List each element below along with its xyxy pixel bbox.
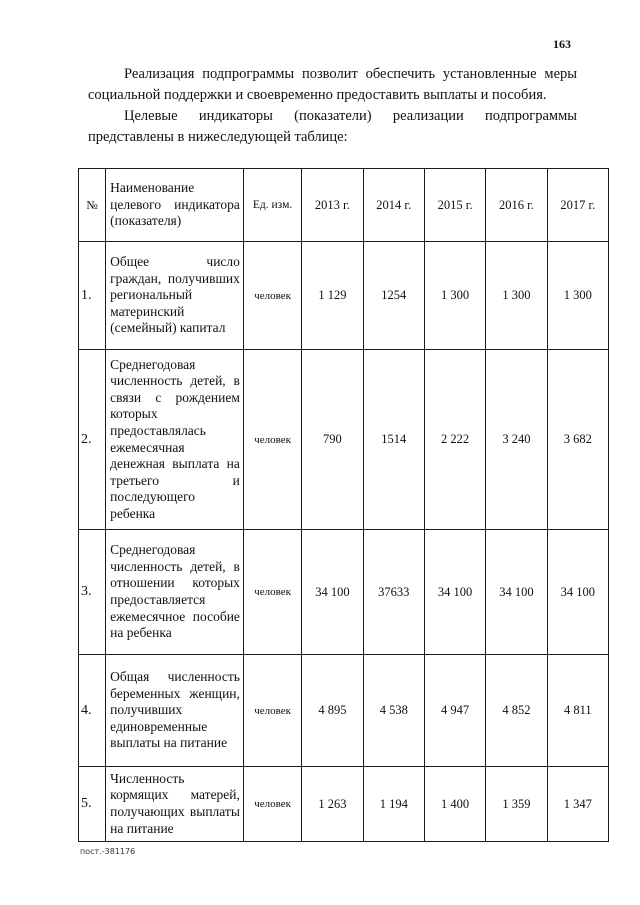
header-year-2016: 2016 г. (486, 169, 547, 242)
row-value-2014: 37633 (363, 530, 424, 655)
intro-paragraph-2: Целевые индикаторы (показатели) реализации подпрограммы представлены в нижеследующей таблице: (88, 108, 577, 145)
row-value-2013: 1 129 (302, 242, 363, 350)
row-indicator-name: Численность кормящих матерей, получающих выплаты на питание (106, 767, 244, 842)
row-unit: человек (243, 242, 301, 350)
intro-paragraph-1: Реализация подпрограммы позволит обеспечить установленные меры социальной поддержки и своевременно предоставить выплаты и пособия. (88, 66, 577, 103)
page-number: 163 (553, 37, 571, 51)
row-unit: человек (243, 350, 301, 530)
row-value-2015: 34 100 (424, 530, 485, 655)
table-header-row (79, 169, 609, 242)
row-number: 2. (79, 350, 106, 530)
row-number: 1. (79, 242, 106, 350)
table-row (79, 350, 609, 530)
header-year-2015: 2015 г. (424, 169, 485, 242)
row-indicator-name: Среднегодовая численность детей, в отношении которых предоставляется ежемесячное пособие на ребенка (106, 530, 244, 655)
header-number: № (79, 169, 106, 242)
row-value-2016: 3 240 (486, 350, 547, 530)
row-unit: человек (243, 530, 301, 655)
header-indicator-name: Наименование целевого индикатора (показателя) (106, 169, 244, 242)
row-indicator-name: Общее число граждан, получивших региональный материнский (семейный) капитал (106, 242, 244, 350)
header-unit: Ед. изм. (243, 169, 301, 242)
table-row (79, 530, 609, 655)
row-value-2014: 1254 (363, 242, 424, 350)
indicators-table (78, 168, 609, 842)
row-number: 5. (79, 767, 106, 842)
table-row (79, 242, 609, 350)
row-value-2017: 3 682 (547, 350, 608, 530)
table-row (79, 655, 609, 767)
row-value-2017: 4 811 (547, 655, 608, 767)
row-value-2013: 34 100 (302, 530, 363, 655)
document-code: пост.-381176 (80, 847, 136, 856)
row-value-2015: 2 222 (424, 350, 485, 530)
row-value-2017: 34 100 (547, 530, 608, 655)
intro-text (88, 64, 577, 148)
row-value-2016: 4 852 (486, 655, 547, 767)
row-unit: человек (243, 655, 301, 767)
row-value-2014: 1514 (363, 350, 424, 530)
row-value-2016: 34 100 (486, 530, 547, 655)
row-value-2014: 4 538 (363, 655, 424, 767)
header-year-2014: 2014 г. (363, 169, 424, 242)
row-number: 3. (79, 530, 106, 655)
row-value-2015: 1 300 (424, 242, 485, 350)
header-year-2017: 2017 г. (547, 169, 608, 242)
row-unit: человек (243, 767, 301, 842)
table-row (79, 767, 609, 842)
row-value-2016: 1 300 (486, 242, 547, 350)
row-value-2015: 4 947 (424, 655, 485, 767)
row-indicator-name: Среднегодовая численность детей, в связи с рождением которых предоставлялась ежемесячная денежная выплата на третьего и последующего ребенка (106, 350, 244, 530)
row-value-2015: 1 400 (424, 767, 485, 842)
row-value-2016: 1 359 (486, 767, 547, 842)
row-value-2013: 790 (302, 350, 363, 530)
row-number: 4. (79, 655, 106, 767)
row-value-2017: 1 347 (547, 767, 608, 842)
header-year-2013: 2013 г. (302, 169, 363, 242)
row-value-2013: 4 895 (302, 655, 363, 767)
row-indicator-name: Общая численность беременных женщин, получивших единовременные выплаты на питание (106, 655, 244, 767)
row-value-2013: 1 263 (302, 767, 363, 842)
row-value-2014: 1 194 (363, 767, 424, 842)
row-value-2017: 1 300 (547, 242, 608, 350)
